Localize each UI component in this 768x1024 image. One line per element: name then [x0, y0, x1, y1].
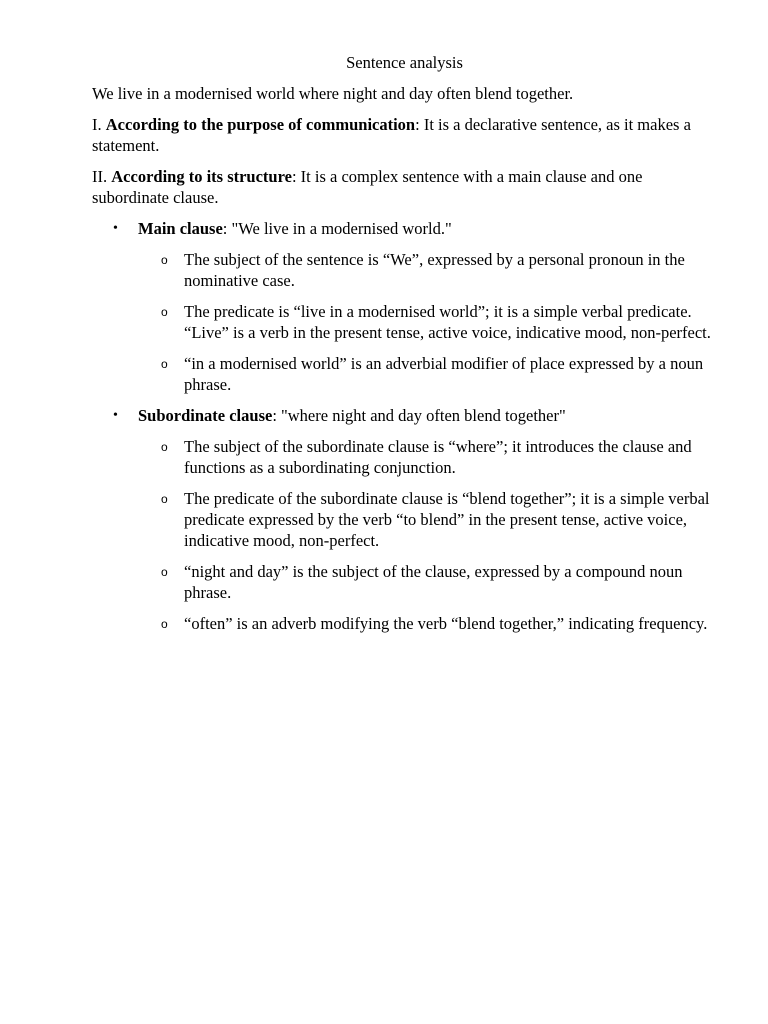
section-purpose-heading: According to the purpose of communication: [105, 115, 416, 134]
clause-item-subordinate: [92, 405, 717, 634]
list-item-text: The subject of the sentence is “We”, expressed by a personal pronoun in the nominative case.: [184, 250, 685, 290]
list-item: [138, 488, 717, 551]
list-item: [138, 353, 717, 395]
sub-bullet-icon: o: [161, 565, 168, 579]
analysed-sentence: We live in a modernised world where night and day often blend together.: [92, 84, 574, 103]
clause-details-list: [138, 249, 717, 395]
clause-item-main: [92, 218, 717, 395]
clause-quote: : "where night and day often blend together": [272, 406, 566, 425]
list-item-text: The predicate is “live in a modernised world”; it is a simple verbal predicate. “Live” is a verb in the present tense, active voice, indicative mood, non-perfect.: [184, 302, 711, 342]
list-item: [138, 301, 717, 343]
section-purpose-text: : It is a declarative sentence, as it makes a statement.: [92, 115, 691, 155]
section-structure-prefix: II.: [92, 167, 112, 186]
clause-details-list: [138, 436, 717, 634]
document-title: Sentence analysis: [346, 53, 463, 72]
list-item: [138, 436, 717, 478]
list-item-text: “night and day” is the subject of the clause, expressed by a compound noun phrase.: [184, 562, 683, 602]
clause-label: Subordinate clause: [138, 406, 273, 425]
sub-bullet-icon: o: [161, 617, 168, 631]
clause-quote: : "We live in a modernised world.": [222, 219, 452, 238]
sub-bullet-icon: o: [161, 305, 168, 319]
clause-heading: [138, 405, 717, 426]
list-item: [138, 613, 717, 634]
bullet-icon: •: [113, 221, 118, 236]
list-item: [138, 561, 717, 603]
list-item-text: “often” is an adverb modifying the verb “blend together,” indicating frequency.: [184, 614, 708, 633]
list-item-text: The predicate of the subordinate clause is “blend together”; it is a simple verbal predicate expressed by the verb “to blend” in the present tense, active voice, indicative mood, non-perfect.: [184, 489, 710, 550]
sub-bullet-icon: o: [161, 440, 168, 454]
section-purpose-prefix: I.: [92, 115, 106, 134]
document-page: [92, 52, 717, 644]
section-purpose: [92, 114, 717, 156]
clause-heading: [138, 218, 717, 239]
list-item-text: The subject of the subordinate clause is “where”; it introduces the clause and functions as a subordinating conjunction.: [184, 437, 692, 477]
clause-label: Main clause: [138, 219, 223, 238]
sub-bullet-icon: o: [161, 253, 168, 267]
section-structure: [92, 166, 717, 208]
list-item-text: “in a modernised world” is an adverbial modifier of place expressed by a noun phrase.: [184, 354, 704, 394]
section-structure-heading: According to its structure: [111, 167, 292, 186]
section-structure-text: : It is a complex sentence with a main clause and one subordinate clause.: [92, 167, 643, 207]
bullet-icon: •: [113, 408, 118, 423]
list-item: [138, 249, 717, 291]
sub-bullet-icon: o: [161, 357, 168, 371]
clause-list: [92, 218, 717, 634]
sub-bullet-icon: o: [161, 492, 168, 506]
